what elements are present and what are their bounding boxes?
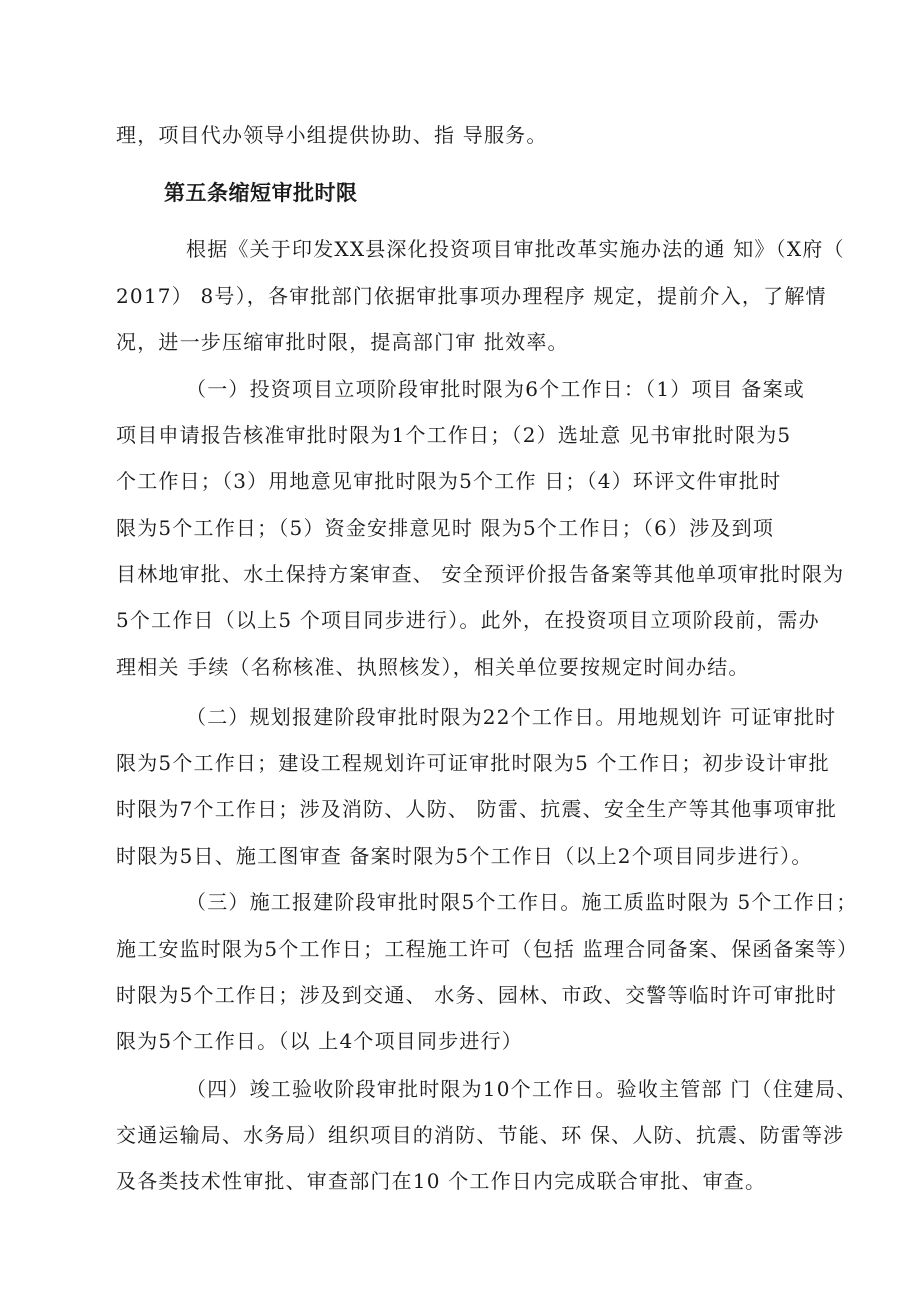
para4-line-2: 交通运输局、水务局）组织项目的消防、节能、环 保、人防、抗震、防雷等涉 xyxy=(116,1123,845,1147)
para4-line-1: （四）竣工验收阶段审批时限为10个工作日。验收主管部 门（住建局、 xyxy=(186,1077,858,1101)
para2-line-1: （二）规划报建阶段审批时限为22个工作日。用地规划许 可证审批时 xyxy=(186,705,837,729)
para2-line-2: 限为5个工作日；建设工程规划许可证审批时限为5 个工作日；初步设计审批 xyxy=(116,751,830,775)
intro-line-2: 2017） 8号），各审批部门依据审批事项办理程序 规定，提前介入，了解情 xyxy=(116,284,827,308)
para3-line-3: 时限为5个工作日；涉及到交通、 水务、园林、市政、交警等临时许可审批时 xyxy=(116,983,838,1007)
intro-line-1: 根据《关于印发XX县深化投资项目审批改革实施办法的通 知》（X府（ xyxy=(186,237,845,261)
continuation-line: 理，项目代办领导小组提供协助、指 导服务。 xyxy=(116,123,548,147)
para1-line-6: 5个工作日（以上5 个项目同步进行）。此外，在投资项目立项阶段前，需办 xyxy=(116,608,820,632)
para1-line-5: 目林地审批、水土保持方案审查、 安全预评价报告备案等其他单项审批时限为 xyxy=(116,562,845,586)
para1-line-7: 理相关 手续（名称核准、执照核发），相关单位要按规定时间办结。 xyxy=(116,655,750,679)
para1-line-3: 个工作日；（3）用地意见审批时限为5个工作 日；（4）环评文件审批时 xyxy=(116,469,782,493)
intro-line-3: 况，进一步压缩审批时限，提高部门审 批效率。 xyxy=(116,330,569,354)
para1-line-1: （一）投资项目立项阶段审批时限为6个工作日：（1）项目 备案或 xyxy=(186,377,806,401)
para3-line-2: 施工安监时限为5个工作日；工程施工许可（包括 监理合同备案、保函备案等） xyxy=(116,937,859,961)
para2-line-3: 时限为7个工作日；涉及消防、人防、 防雷、抗震、安全生产等其他事项审批 xyxy=(116,797,838,821)
para2-line-4: 时限为5日、施工图审查 备案时限为5个工作日（以上2个项目同步进行）。 xyxy=(116,844,813,868)
para1-line-2: 项目申请报告核准审批时限为1个工作日；（2）选址意 见书审批时限为5 xyxy=(116,423,792,447)
para1-line-4: 限为5个工作日；（5）资金安排意见时 限为5个工作日；（6）涉及到项 xyxy=(116,516,775,540)
para4-line-3: 及各类技术性审批、审查部门在10 个工作日内完成联合审批、审查。 xyxy=(116,1169,767,1193)
para3-line-1: （三）施工报建阶段审批时限5个工作日。施工质监时限为 5个工作日； xyxy=(186,890,858,914)
article-heading: 第五条缩短审批时限 xyxy=(164,181,358,205)
para3-line-4: 限为5个工作日。（以 上4个项目同步进行） xyxy=(116,1029,524,1053)
